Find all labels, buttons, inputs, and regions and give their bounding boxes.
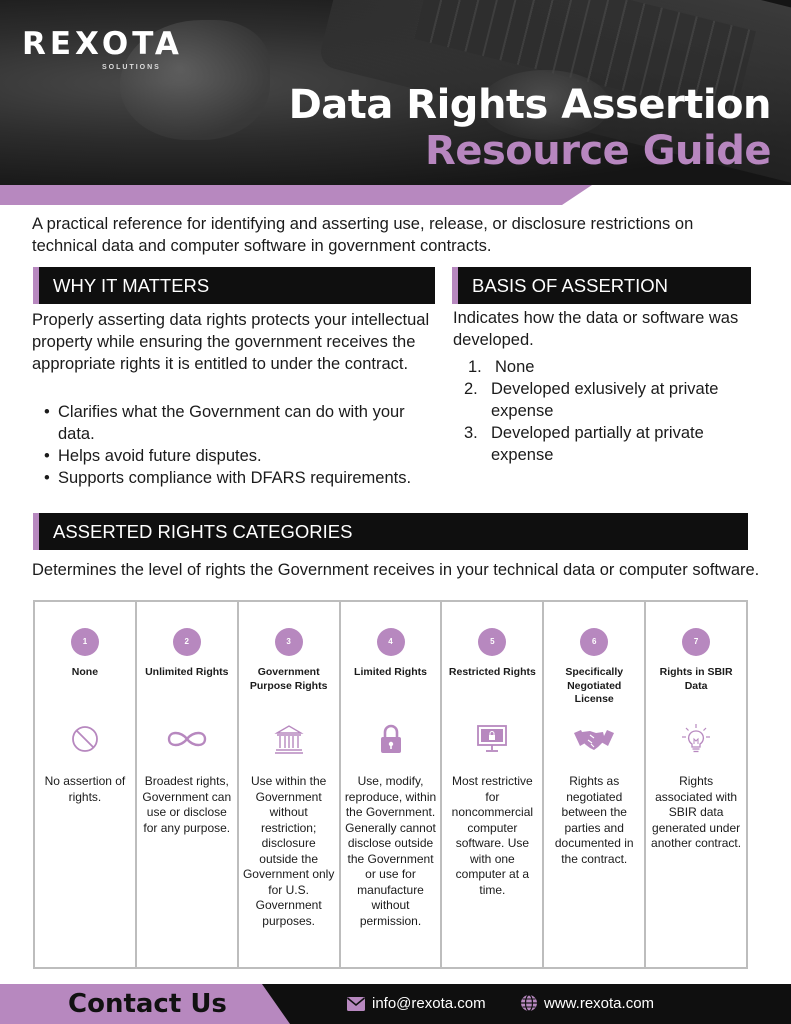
category-number-badge: 1 (71, 628, 99, 656)
list-item: 2. Developed exlusively at private expense (464, 380, 719, 420)
category-limited-rights (341, 602, 443, 967)
category-description: Most restrictive for noncommercial computer software. Use with one computer at a time. (451, 774, 534, 897)
globe-icon (520, 994, 538, 1012)
logo-subtitle: SOLUTIONS (102, 64, 161, 71)
footer-website[interactable] (520, 994, 654, 1014)
section-heading-asserted: ASSERTED RIGHTS CATEGORIES (33, 513, 748, 550)
envelope-icon (346, 996, 366, 1012)
category-number-badge: 5 (478, 628, 506, 656)
contact-us-heading: Contact Us (68, 989, 227, 1019)
list-item: • Clarifies what the Government can do with your data. (44, 401, 444, 445)
category-number-badge: 7 (682, 628, 710, 656)
infinity-icon (165, 722, 209, 756)
category-title: Government Purpose Rights (249, 666, 328, 692)
intro-paragraph: A practical reference for identifying and asserting use, release, or disclosure restrictions on technical data and computer software in government contracts. (32, 215, 694, 255)
category-description: Rights associated with SBIR data generated under another contract. (651, 774, 742, 850)
asserted-paragraph: Determines the level of rights the Government receives in your technical data or computer software. (32, 561, 760, 579)
category-description: Rights as negotiated between the parties and documented in the contract. (554, 774, 634, 866)
lightbulb-icon (679, 722, 713, 756)
section-heading-why: WHY IT MATTERS (33, 267, 435, 304)
category-title: Rights in SBIR Data (659, 666, 733, 692)
list-item: • Supports compliance with DFARS requirements. (44, 467, 444, 489)
accent-band (0, 185, 791, 205)
lock-icon (374, 722, 408, 756)
hero-banner (0, 0, 791, 185)
why-paragraph: Properly asserting data rights protects your intellectual property while ensuring the government receives the appropriate rights it is entitled to under the contract. (32, 311, 430, 373)
category-description: Use within the Government without restriction; disclosure outside the Government only for U.S. Government purposes. (242, 774, 335, 928)
rexota-logo (22, 26, 212, 74)
category-title: Limited Rights (354, 666, 427, 678)
page-title-line1: Data Rights Assertion (288, 82, 771, 128)
rights-categories-grid (33, 600, 748, 969)
government-building-icon (272, 722, 306, 756)
category-restricted-rights (442, 602, 544, 967)
category-number-badge: 6 (580, 628, 608, 656)
list-item: 3. Developed partially at private expense (464, 424, 704, 464)
handshake-icon (572, 722, 616, 756)
category-government-purpose-rights (239, 602, 341, 967)
category-title: Restricted Rights (448, 666, 536, 678)
basis-paragraph: Indicates how the data or software was developed. (453, 309, 739, 349)
category-description: Broadest rights, Government can use or disclose for any purpose. (142, 774, 232, 835)
category-title: Unlimited Rights (145, 666, 229, 678)
category-unlimited-rights (137, 602, 239, 967)
locked-computer-icon (475, 722, 509, 756)
footer (0, 984, 791, 1024)
list-item: 1. None (468, 358, 535, 376)
why-bullet-list (44, 401, 444, 489)
prohibited-icon (68, 722, 102, 756)
footer-email[interactable] (346, 994, 486, 1014)
page-title-line2: Resource Guide (425, 128, 771, 174)
category-specifically-negotiated-license (544, 602, 646, 967)
category-number-badge: 2 (173, 628, 201, 656)
category-rights-in-sbir-data (646, 602, 746, 967)
list-item: • Helps avoid future disputes. (44, 445, 444, 467)
category-number-badge: 3 (275, 628, 303, 656)
category-description: Use, modify, reproduce, within the Government. Generally cannot disclose outside the Government or use for manufacture without permission. (344, 774, 437, 928)
section-heading-basis: BASIS OF ASSERTION (452, 267, 751, 304)
category-none (35, 602, 137, 967)
category-title: None (71, 666, 99, 678)
category-description: No assertion of rights. (44, 774, 126, 804)
basis-numbered-list (464, 356, 758, 466)
category-title: Specifically Negotiated License (565, 666, 624, 705)
email-link[interactable]: info@rexota.com (372, 995, 486, 1012)
logo-wordmark: REXOTA (22, 26, 183, 62)
website-link[interactable]: www.rexota.com (544, 995, 655, 1012)
category-number-badge: 4 (377, 628, 405, 656)
